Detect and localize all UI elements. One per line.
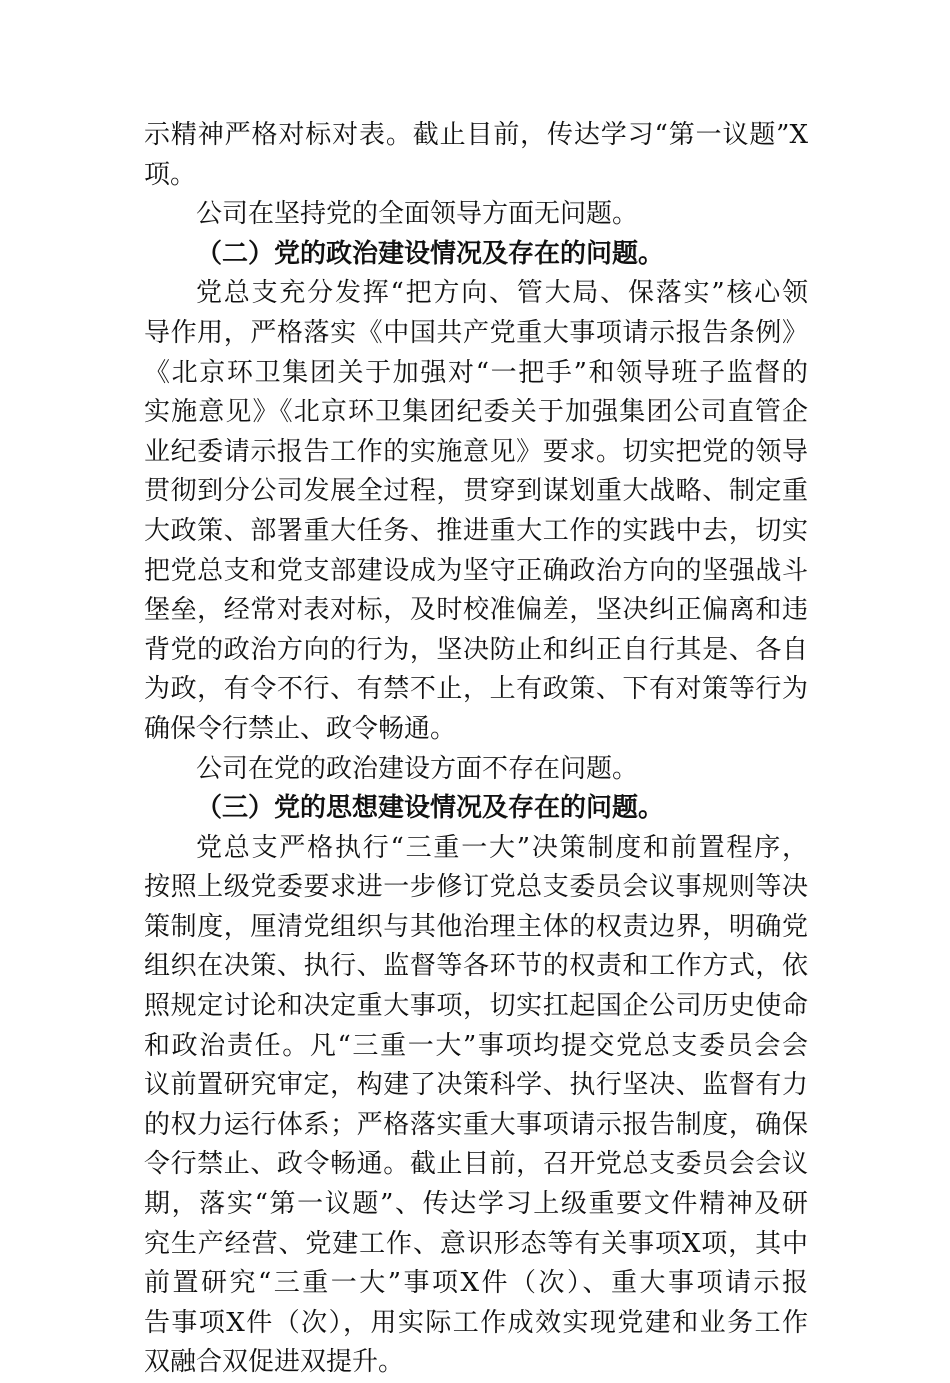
document-body — [144, 116, 808, 1383]
section-heading: （二）党的政治建设情况及存在的问题。 — [196, 238, 665, 269]
body-line: 《北京环卫集团关于加强对“一把手”和领导班子监督的 — [144, 357, 808, 388]
body-line: 按照上级党委要求进一步修订党总支委员会议事规则等决 — [144, 872, 808, 903]
body-line: 业纪委请示报告工作的实施意见》要求。切实把党的领导 — [144, 436, 808, 467]
body-line: 党总支严格执行“三重一大”决策制度和前置程序， — [196, 832, 808, 863]
body-line: 的权力运行体系；严格落实重大事项请示报告制度，确保 — [144, 1109, 808, 1140]
body-line: 令行禁止、政令畅通。截止目前，召开党总支委员会会议 — [144, 1149, 808, 1180]
conclusion-line: 公司在坚持党的全面领导方面无问题。 — [196, 199, 639, 230]
body-line: 议前置研究审定，构建了决策科学、执行坚决、监督有力 — [144, 1070, 808, 1101]
body-line: 和政治责任。凡“三重一大”事项均提交党总支委员会会 — [144, 1030, 808, 1061]
body-line: 期，落实“第一议题”、传达学习上级重要文件精神及研 — [144, 1189, 808, 1220]
body-line: 背党的政治方向的行为，坚决防止和纠正自行其是、各自 — [144, 634, 808, 665]
body-line: 贯彻到分公司发展全过程，贯穿到谋划重大战略、制定重 — [144, 476, 808, 507]
body-line: 大政策、部署重大任务、推进重大工作的实践中去，切实 — [144, 515, 808, 546]
body-line: 为政，有令不行、有禁不止，上有政策、下有对策等行为 — [144, 674, 808, 705]
body-line: 究生产经营、党建工作、意识形态等有关事项X项，其中 — [144, 1228, 808, 1259]
body-line: 实施意见》《北京环卫集团纪委关于加强集团公司直管企 — [144, 397, 808, 428]
body-line: 确保令行禁止、政令畅通。 — [144, 713, 457, 744]
body-line: 示精神严格对标对表。截止目前，传达学习“第一议题”X — [144, 120, 808, 150]
conclusion-line: 公司在党的政治建设方面不存在问题。 — [196, 753, 639, 784]
body-line: 堡垒，经常对表对标，及时校准偏差，坚决纠正偏离和违 — [144, 595, 808, 626]
section-heading: （三）党的思想建设情况及存在的问题。 — [196, 793, 665, 824]
body-line: 前置研究“三重一大”事项X件（次）、重大事项请示报 — [144, 1268, 808, 1299]
body-line: 把党总支和党支部建设成为坚守正确政治方向的坚强战斗 — [144, 555, 808, 586]
body-line: 照规定讨论和决定重大事项，切实扛起国企公司历史使命 — [144, 991, 808, 1022]
body-line: 导作用，严格落实《中国共产党重大事项请示报告条例》 — [144, 317, 808, 348]
body-line: 双融合双促进双提升。 — [144, 1347, 405, 1378]
body-line: 告事项X件（次），用实际工作成效实现党建和业务工作 — [144, 1307, 808, 1338]
body-line: 策制度，厘清党组织与其他治理主体的权责边界，明确党 — [144, 911, 808, 942]
body-line: 组织在决策、执行、监督等各环节的权责和工作方式，依 — [144, 951, 808, 982]
body-line: 党总支充分发挥“把方向、管大局、保落实”核心领 — [196, 278, 808, 309]
body-line: 项。 — [144, 159, 197, 190]
